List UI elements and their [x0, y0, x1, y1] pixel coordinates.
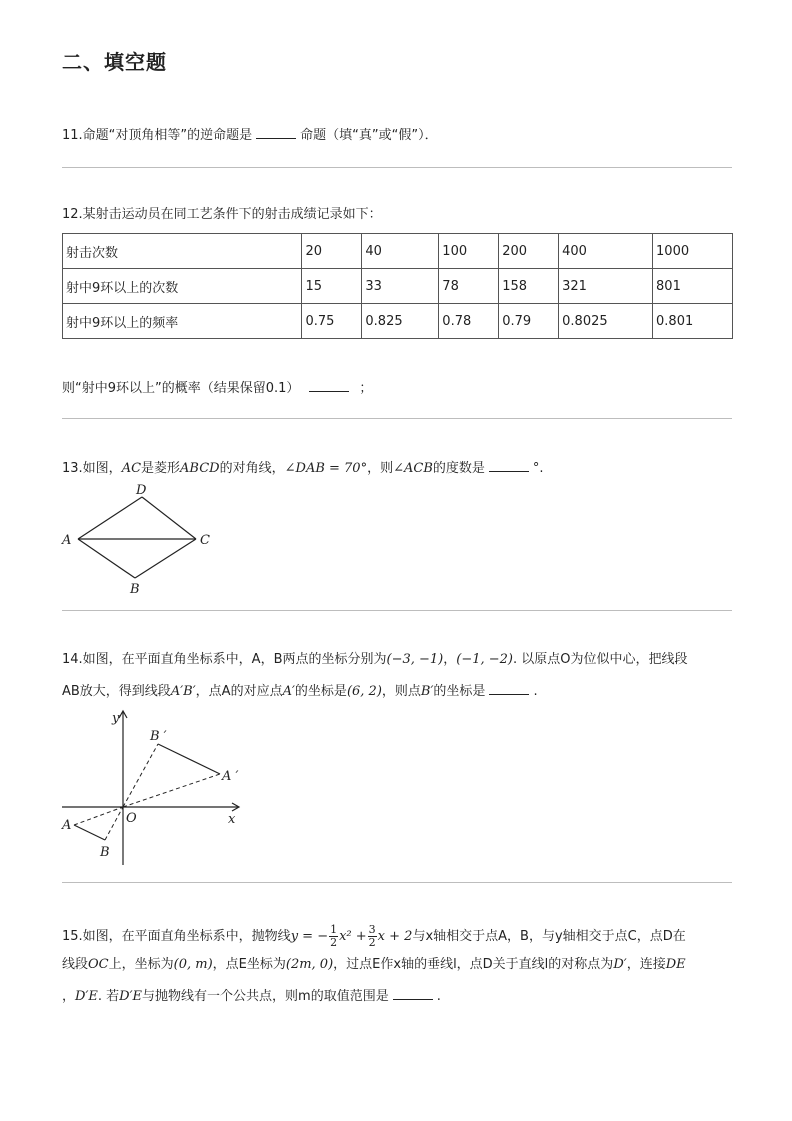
- table-cell: 1000: [653, 234, 733, 269]
- q13-then: ，则: [367, 461, 394, 476]
- row-label: 射中9环以上的次数: [63, 269, 302, 304]
- q15-line1-b: 与x轴相交于点A，B，与y轴相交于点C，点D在: [412, 929, 686, 944]
- table-cell: 100: [439, 234, 499, 269]
- divider: [62, 418, 732, 419]
- q14-line2-d: ，则点: [381, 684, 421, 699]
- shooting-record-table: [62, 233, 733, 339]
- q13-abcd: ABCD: [180, 461, 220, 476]
- q14-line2-e: 的坐标是: [433, 684, 486, 699]
- q15-coord-d: (0, m): [173, 957, 213, 972]
- table-cell: 40: [362, 234, 439, 269]
- table-cell: 33: [362, 269, 439, 304]
- q14-coord-b: (−1, −2): [456, 652, 514, 667]
- q15-fraction-2: [368, 924, 377, 949]
- label-a: A: [62, 818, 72, 833]
- rhombus-side-cb: [135, 539, 196, 578]
- q13-angle-acb: ∠ACB: [393, 461, 433, 476]
- q15-dpe-2: D′E: [119, 989, 143, 1004]
- ray-oap: [123, 774, 220, 807]
- q14-line1-b: . 以原点O为位似中心，把线段: [513, 652, 688, 667]
- q15-d-prime: D′: [613, 957, 627, 972]
- divider: [62, 882, 732, 883]
- q14-tail: .: [533, 684, 538, 699]
- q15-tail: .: [436, 989, 441, 1004]
- q11-answer-blank[interactable]: [256, 126, 296, 139]
- q11-text-a: 11.命题“对顶角相等”的逆命题是: [62, 128, 253, 143]
- q13-answer-blank[interactable]: [489, 459, 529, 472]
- table-cell: 158: [499, 269, 559, 304]
- q13-tail: °.: [532, 461, 544, 476]
- q15-y-eq: y = −: [290, 929, 329, 944]
- q12-tail: ；: [359, 381, 373, 396]
- table-cell: 15: [302, 269, 362, 304]
- table-cell: 78: [439, 269, 499, 304]
- q14-line1-a: 14.如图，在平面直角坐标系中，A，B两点的坐标分别为: [62, 652, 387, 667]
- question-14-line-1: [62, 651, 688, 669]
- label-o: O: [126, 811, 137, 826]
- q13-prefix: 13.如图，: [62, 461, 122, 476]
- q15-line3-b: . 若: [97, 989, 120, 1004]
- rhombus-figure: [60, 482, 220, 597]
- divider: [62, 167, 732, 168]
- question-12-ask: [62, 379, 372, 398]
- q15-coord-e: (2m, 0): [285, 957, 334, 972]
- table-cell: 321: [559, 269, 653, 304]
- ray-obp: [123, 744, 158, 807]
- question-13: [62, 459, 544, 478]
- q15-line1-a: 15.如图，在平面直角坐标系中，抛物线: [62, 929, 291, 944]
- q14-b-prime: B′: [420, 684, 434, 699]
- rhombus-side-ad: [78, 497, 142, 539]
- row-label: 射中9环以上的频率: [63, 304, 302, 339]
- section-title: 二、填空题: [62, 50, 167, 74]
- divider: [62, 610, 732, 611]
- label-c: C: [200, 533, 210, 548]
- q15-answer-blank[interactable]: [393, 987, 433, 1000]
- q14-line2-c: 的坐标是: [294, 684, 347, 699]
- q12-question: 则“射中9环以上”的概率（结果保留0.1）: [62, 381, 300, 396]
- label-a-prime: A ′: [222, 769, 239, 784]
- rhombus-side-dc: [142, 497, 196, 539]
- q14-line2-a: AB放大，得到线段: [62, 684, 171, 699]
- q13-ac: AC: [121, 461, 142, 476]
- q15-de: DE: [665, 957, 686, 972]
- q15-line2-d: ，过点E作x轴的垂线l，点D关于直线l的对称点为: [333, 957, 614, 972]
- table-cell: 200: [499, 234, 559, 269]
- q15-x2: x² +: [339, 929, 367, 944]
- table-cell: 0.825: [362, 304, 439, 339]
- question-15-line-1: [62, 924, 686, 949]
- q15-f2-num: 3: [368, 923, 376, 936]
- coordinate-figure: [58, 708, 248, 870]
- label-a: A: [62, 533, 72, 548]
- q15-fraction-1: [329, 924, 338, 949]
- q11-text-b: 命题（填“真”或“假”）．: [300, 128, 438, 143]
- q15-f1-num: 1: [330, 923, 338, 936]
- segment-ab: [74, 825, 105, 840]
- ray-oa: [74, 807, 123, 825]
- q15-line2-e: ，连接: [626, 957, 666, 972]
- q14-answer-blank[interactable]: [489, 682, 529, 695]
- ray-ob: [105, 807, 123, 840]
- q14-coord-ap: (6, 2): [346, 684, 382, 699]
- q15-line2-a: 线段: [62, 957, 89, 972]
- label-x: x: [228, 812, 236, 827]
- q13-degree-q: 的度数是: [432, 461, 485, 476]
- table-row: [63, 234, 733, 269]
- q14-line2-b: ，点A的对应点: [195, 684, 283, 699]
- q15-line2-c: ，点E坐标为: [212, 957, 286, 972]
- question-11: [62, 126, 438, 145]
- q15-f2-den: 2: [368, 936, 376, 949]
- question-15-line-3: [62, 987, 441, 1006]
- label-y: y: [112, 711, 120, 726]
- q13-is: 是菱形: [141, 461, 181, 476]
- table-cell: 0.79: [499, 304, 559, 339]
- q12-intro: 12.某射击运动员在同工艺条件下的射击成绩记录如下：: [62, 207, 382, 222]
- q13-angle-dab: ∠DAB = 70°: [284, 461, 368, 476]
- table-cell: 400: [559, 234, 653, 269]
- table-cell: 0.75: [302, 304, 362, 339]
- row-label: 射击次数: [63, 234, 302, 269]
- q14-a-prime: A′: [282, 684, 295, 699]
- q12-answer-blank[interactable]: [309, 379, 349, 392]
- label-b: B: [130, 582, 140, 597]
- question-15-line-2: [62, 956, 686, 974]
- table-cell: 0.801: [653, 304, 733, 339]
- table-row: [63, 304, 733, 339]
- q15-f1-den: 2: [330, 936, 338, 949]
- q14-comma: ，: [443, 652, 457, 667]
- q15-x-plus-2: x + 2: [377, 929, 413, 944]
- label-b-prime: B ′: [150, 729, 167, 744]
- label-b: B: [100, 845, 110, 860]
- q15-line3-a: ，: [62, 989, 76, 1004]
- table-cell: 0.8025: [559, 304, 653, 339]
- q15-oc: OC: [88, 957, 109, 972]
- table-cell: 20: [302, 234, 362, 269]
- q15-line3-c: 与抛物线有一个公共点，则m的取值范围是: [142, 989, 389, 1004]
- segment-ap-bp: [158, 744, 220, 774]
- q14-ab-prime: A′B′: [170, 684, 196, 699]
- label-d: D: [136, 483, 147, 498]
- question-14-line-2: [62, 682, 538, 701]
- q13-diag: 的对角线，: [219, 461, 285, 476]
- rhombus-side-ba: [78, 539, 135, 578]
- q14-coord-a: (−3, −1): [386, 652, 444, 667]
- table-cell: 0.78: [439, 304, 499, 339]
- table-cell: 801: [653, 269, 733, 304]
- q15-line2-b: 上，坐标为: [108, 957, 174, 972]
- table-row: [63, 269, 733, 304]
- q15-dpe: D′E: [75, 989, 98, 1004]
